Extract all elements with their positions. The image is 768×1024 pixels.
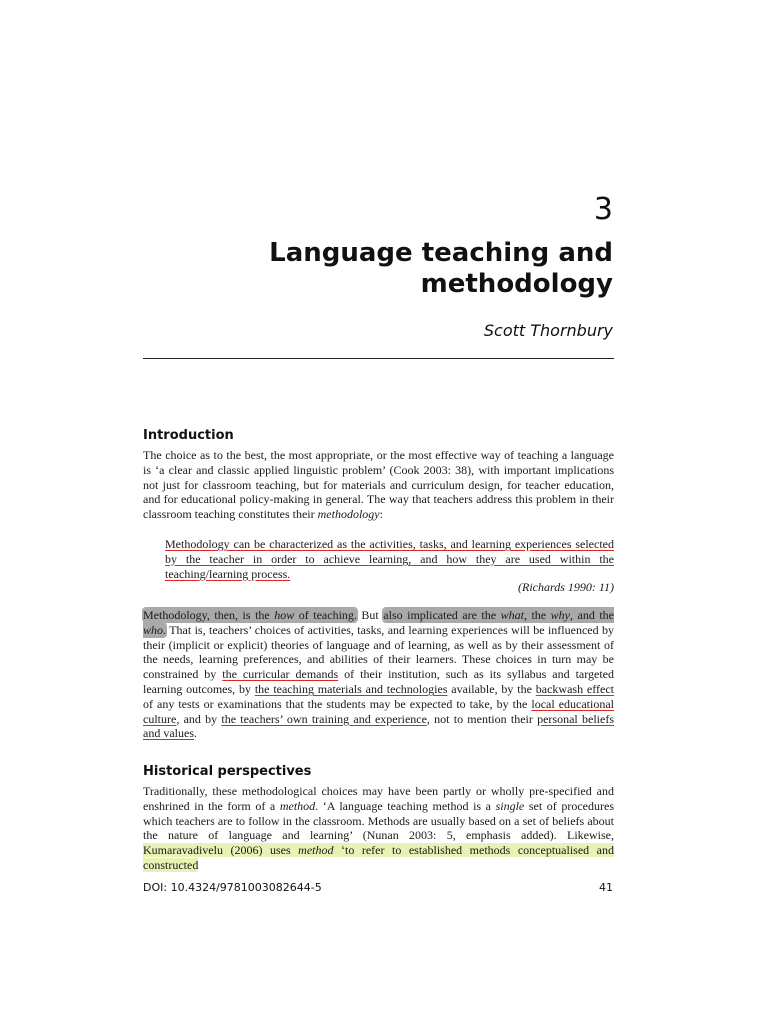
underline-teachers-training: the teachers’ own training and experience [221,711,427,726]
emphasis-method: method [279,798,316,813]
intro-emphasis-methodology: methodology [317,507,380,522]
quote-citation: (Richards 1990: 11) [518,580,614,594]
historical-paragraph: Traditionally, these methodological choices may have been partly or wholly pre-specified and enshrined in the form of a method. ‘A language teaching method is a single set of procedures which teachers are to follow in the classroom. Methods are usually based on a set of beliefs about the nature of language and learning’ (Nunan 2003: 5, emphasis added). Likewise, Kumaravadivelu (2006) uses method ‘to refer to established methods conceptualised and constructed [143,784,615,872]
page-number: 41 [599,881,613,894]
underline-teaching-materials: the teaching materials and technologies [254,681,448,696]
green-highlight: Kumaravadivelu (2006) uses method ‘to refer to established methods conceptualised and constructed [143,843,614,872]
emphasis-single: single [495,798,525,813]
emphasis-who: who [143,622,164,637]
emphasis-why: why [550,608,570,622]
chapter-title [193,238,613,300]
historical-perspectives-heading: Historical perspectives [143,764,312,779]
emphasis-how: how [274,608,295,622]
intro-text-end: : [379,507,383,522]
introduction-paragraph [143,448,614,522]
underline-curricular-demands: the curricular demands [222,667,339,682]
chapter-title-line-2: methodology [420,269,613,299]
emphasis-what: what [500,608,524,622]
gray-highlight-2: also implicated are the what, the why, and the who. [143,608,614,637]
chapter-author: Scott Thornbury [483,321,613,340]
chapter-number: 3 [593,192,613,227]
block-quote [165,537,614,581]
footer-doi: DOI: 10.4324/9781003082644-5 [143,881,322,894]
quote-underlined-text: Methodology can be characterized as the activities, tasks, and learning experiences selected by the teacher in order to achieve learning, and how they are used within the teaching/learning process. [165,537,614,581]
underline-personal-beliefs: personal beliefs and values [143,711,614,741]
gray-highlight-1: Methodology, then, is the how of teaching. [143,608,357,622]
introduction-heading: Introduction [143,428,234,443]
underline-local-culture: local educational culture [143,696,614,726]
underline-backwash-effect: backwash effect [535,681,615,696]
chapter-title-line-1: Language teaching and [269,238,613,268]
intro-text: The choice as to the best, the most appropriate, or the most effective way of teaching a language is ‘a clear and classic applied linguistic problem’ (Cook 2003: 38), with important implications not just for classroom teaching, but for materials and curriculum design, for teacher education, and for educational policy-making in general. The way that teachers address this problem in their classroom teaching constitutes their [143,448,614,522]
methodology-paragraph: Methodology, then, is the how of teaching. But also implicated are the what, the why, and the who. That is, teachers’ choices of activities, tasks, and learning experiences will be influenced by their (implicit or explicit) theories of language and of learning, as well as by their assessment of the needs, learning preferences, and abilities of their learners. These choices in turn may be constrained by the curricular demands of their institution, such as its syllabus and targeted learning outcomes, by the teaching materials and technologies available, by the backwash effect of any tests or examinations that the students may be expected to take, by the local educational culture, and by the teachers’ own training and experience, not to mention their personal beliefs and values. [143,608,615,741]
title-divider [143,358,614,359]
